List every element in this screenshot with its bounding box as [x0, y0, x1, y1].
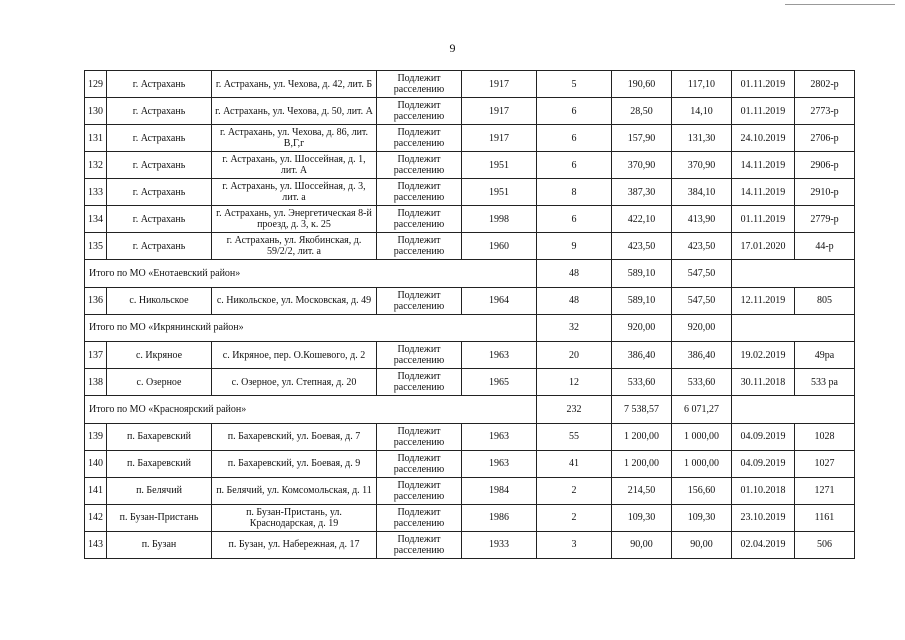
row-number: 142: [85, 504, 107, 531]
page-number: 9: [449, 41, 456, 55]
area-residential-cell: 547,50: [672, 287, 732, 314]
row-number: 141: [85, 477, 107, 504]
status-cell: Подлежит расселению: [377, 531, 462, 558]
address-cell: г. Астрахань, ул. Энергетическая 8-й проезд, д. 3, к. 25: [212, 206, 377, 233]
status-cell: Подлежит расселению: [377, 125, 462, 152]
year-cell: 1964: [462, 287, 537, 314]
address-cell: п. Бузан-Пристань, ул. Краснодарская, д. 19: [212, 504, 377, 531]
settlement-cell: п. Белячий: [107, 477, 212, 504]
status-cell: Подлежит расселению: [377, 504, 462, 531]
date-cell: 04.09.2019: [732, 423, 795, 450]
residents-cell: 6: [537, 206, 612, 233]
subtotal-label: Итого по МО «Икрянинский район»: [85, 314, 537, 342]
address-cell: г. Астрахань, ул. Якобинская, д. 59/2/2, лит. а: [212, 233, 377, 260]
status-cell: Подлежит расселению: [377, 152, 462, 179]
row-number: 130: [85, 98, 107, 125]
status-cell: Подлежит расселению: [377, 287, 462, 314]
year-cell: 1960: [462, 233, 537, 260]
document-number-cell: 2706-р: [795, 125, 855, 152]
area-residential-cell: 1 000,00: [672, 450, 732, 477]
table-row: [85, 152, 855, 179]
row-number: 134: [85, 206, 107, 233]
table-row: [85, 477, 855, 504]
area-total-cell: 533,60: [612, 369, 672, 396]
row-number: 143: [85, 531, 107, 558]
area-residential-cell: 90,00: [672, 531, 732, 558]
residents-cell: 6: [537, 98, 612, 125]
address-cell: с. Озерное, ул. Степная, д. 20: [212, 369, 377, 396]
address-cell: п. Белячий, ул. Комсомольская, д. 11: [212, 477, 377, 504]
document-number-cell: 44-р: [795, 233, 855, 260]
year-cell: 1951: [462, 179, 537, 206]
status-cell: Подлежит расселению: [377, 369, 462, 396]
row-number: 137: [85, 342, 107, 369]
document-number-cell: 2906-р: [795, 152, 855, 179]
settlement-cell: с. Озерное: [107, 369, 212, 396]
residents-cell: 6: [537, 152, 612, 179]
status-cell: Подлежит расселению: [377, 71, 462, 98]
subtotal-residents: 48: [537, 260, 612, 288]
address-cell: с. Никольское, ул. Московская, д. 49: [212, 287, 377, 314]
year-cell: 1963: [462, 423, 537, 450]
row-number: 129: [85, 71, 107, 98]
date-cell: 14.11.2019: [732, 152, 795, 179]
document-number-cell: 805: [795, 287, 855, 314]
year-cell: 1933: [462, 531, 537, 558]
document-number-cell: 1028: [795, 423, 855, 450]
area-residential-cell: 109,30: [672, 504, 732, 531]
residents-cell: 9: [537, 233, 612, 260]
year-cell: 1984: [462, 477, 537, 504]
year-cell: 1963: [462, 450, 537, 477]
document-number-cell: 533 ра: [795, 369, 855, 396]
address-cell: г. Астрахань, ул. Шоссейная, д. 1, лит. А: [212, 152, 377, 179]
area-total-cell: 386,40: [612, 342, 672, 369]
table-row: [85, 71, 855, 98]
resettlement-table: [84, 70, 855, 559]
area-residential-cell: 413,90: [672, 206, 732, 233]
subtotal-row: [85, 260, 855, 288]
date-cell: 01.11.2019: [732, 71, 795, 98]
table-row: [85, 369, 855, 396]
area-residential-cell: 156,60: [672, 477, 732, 504]
residents-cell: 2: [537, 477, 612, 504]
area-residential-cell: 131,30: [672, 125, 732, 152]
date-cell: 02.04.2019: [732, 531, 795, 558]
area-residential-cell: 384,10: [672, 179, 732, 206]
address-cell: п. Бахаревский, ул. Боевая, д. 9: [212, 450, 377, 477]
area-total-cell: 589,10: [612, 287, 672, 314]
area-total-cell: 387,30: [612, 179, 672, 206]
year-cell: 1965: [462, 369, 537, 396]
settlement-cell: п. Бузан: [107, 531, 212, 558]
subtotal-row: [85, 314, 855, 342]
residents-cell: 48: [537, 287, 612, 314]
table-row: [85, 233, 855, 260]
settlement-cell: г. Астрахань: [107, 152, 212, 179]
document-number-cell: 1027: [795, 450, 855, 477]
area-total-cell: 370,90: [612, 152, 672, 179]
table-row: [85, 287, 855, 314]
settlement-cell: п. Бахаревский: [107, 423, 212, 450]
area-total-cell: 109,30: [612, 504, 672, 531]
area-residential-cell: 370,90: [672, 152, 732, 179]
status-cell: Подлежит расселению: [377, 98, 462, 125]
document-number-cell: 2910-р: [795, 179, 855, 206]
row-number: 132: [85, 152, 107, 179]
year-cell: 1998: [462, 206, 537, 233]
address-cell: п. Бузан, ул. Набережная, д. 17: [212, 531, 377, 558]
subtotal-area-residential: 6 071,27: [672, 396, 732, 424]
settlement-cell: г. Астрахань: [107, 71, 212, 98]
status-cell: Подлежит расселению: [377, 206, 462, 233]
year-cell: 1963: [462, 342, 537, 369]
settlement-cell: г. Астрахань: [107, 125, 212, 152]
status-cell: Подлежит расселению: [377, 450, 462, 477]
document-number-cell: 2773-р: [795, 98, 855, 125]
status-cell: Подлежит расселению: [377, 477, 462, 504]
residents-cell: 55: [537, 423, 612, 450]
table-row: [85, 179, 855, 206]
settlement-cell: г. Астрахань: [107, 98, 212, 125]
subtotal-residents: 32: [537, 314, 612, 342]
date-cell: 17.01.2020: [732, 233, 795, 260]
residents-cell: 2: [537, 504, 612, 531]
date-cell: 30.11.2018: [732, 369, 795, 396]
document-number-cell: 2779-р: [795, 206, 855, 233]
subtotal-area-residential: 920,00: [672, 314, 732, 342]
residents-cell: 8: [537, 179, 612, 206]
residents-cell: 5: [537, 71, 612, 98]
status-cell: Подлежит расселению: [377, 423, 462, 450]
row-number: 131: [85, 125, 107, 152]
row-number: 133: [85, 179, 107, 206]
area-total-cell: 1 200,00: [612, 450, 672, 477]
date-cell: 23.10.2019: [732, 504, 795, 531]
area-total-cell: 157,90: [612, 125, 672, 152]
date-cell: 04.09.2019: [732, 450, 795, 477]
settlement-cell: г. Астрахань: [107, 179, 212, 206]
table-row: [85, 423, 855, 450]
area-total-cell: 28,50: [612, 98, 672, 125]
date-cell: 19.02.2019: [732, 342, 795, 369]
status-cell: Подлежит расселению: [377, 342, 462, 369]
table-row: [85, 531, 855, 558]
document-number-cell: 506: [795, 531, 855, 558]
date-cell: 12.11.2019: [732, 287, 795, 314]
date-cell: 14.11.2019: [732, 179, 795, 206]
address-cell: п. Бахаревский, ул. Боевая, д. 7: [212, 423, 377, 450]
subtotal-row: [85, 396, 855, 424]
date-cell: 01.10.2018: [732, 477, 795, 504]
address-cell: г. Астрахань, ул. Чехова, д. 86, лит. В,Г,г: [212, 125, 377, 152]
row-number: 135: [85, 233, 107, 260]
settlement-cell: г. Астрахань: [107, 206, 212, 233]
area-total-cell: 423,50: [612, 233, 672, 260]
table-row: [85, 98, 855, 125]
area-residential-cell: 14,10: [672, 98, 732, 125]
year-cell: 1917: [462, 71, 537, 98]
area-residential-cell: 423,50: [672, 233, 732, 260]
row-number: 140: [85, 450, 107, 477]
area-total-cell: 90,00: [612, 531, 672, 558]
address-cell: г. Астрахань, ул. Чехова, д. 42, лит. Б: [212, 71, 377, 98]
residents-cell: 41: [537, 450, 612, 477]
subtotal-empty-cell: [732, 314, 855, 342]
document-number-cell: 1271: [795, 477, 855, 504]
table-row: [85, 206, 855, 233]
residents-cell: 6: [537, 125, 612, 152]
subtotal-label: Итого по МО «Енотаевский район»: [85, 260, 537, 288]
table-row: [85, 342, 855, 369]
subtotal-empty-cell: [732, 260, 855, 288]
subtotal-residents: 232: [537, 396, 612, 424]
document-number-cell: 1161: [795, 504, 855, 531]
area-total-cell: 214,50: [612, 477, 672, 504]
date-cell: 24.10.2019: [732, 125, 795, 152]
header-rule: [785, 4, 895, 5]
subtotal-empty-cell: [732, 396, 855, 424]
settlement-cell: г. Астрахань: [107, 233, 212, 260]
area-residential-cell: 386,40: [672, 342, 732, 369]
status-cell: Подлежит расселению: [377, 233, 462, 260]
settlement-cell: с. Икряное: [107, 342, 212, 369]
subtotal-area-total: 920,00: [612, 314, 672, 342]
year-cell: 1917: [462, 125, 537, 152]
area-residential-cell: 1 000,00: [672, 423, 732, 450]
residents-cell: 3: [537, 531, 612, 558]
area-total-cell: 422,10: [612, 206, 672, 233]
year-cell: 1917: [462, 98, 537, 125]
table-row: [85, 504, 855, 531]
date-cell: 01.11.2019: [732, 206, 795, 233]
area-residential-cell: 117,10: [672, 71, 732, 98]
document-number-cell: 49ра: [795, 342, 855, 369]
subtotal-area-total: 589,10: [612, 260, 672, 288]
area-total-cell: 1 200,00: [612, 423, 672, 450]
table-row: [85, 450, 855, 477]
row-number: 138: [85, 369, 107, 396]
address-cell: с. Икряное, пер. О.Кошевого, д. 2: [212, 342, 377, 369]
subtotal-area-residential: 547,50: [672, 260, 732, 288]
settlement-cell: с. Никольское: [107, 287, 212, 314]
residents-cell: 12: [537, 369, 612, 396]
settlement-cell: п. Бузан-Пристань: [107, 504, 212, 531]
area-residential-cell: 533,60: [672, 369, 732, 396]
year-cell: 1951: [462, 152, 537, 179]
status-cell: Подлежит расселению: [377, 179, 462, 206]
row-number: 136: [85, 287, 107, 314]
address-cell: г. Астрахань, ул. Шоссейная, д. 3, лит. а: [212, 179, 377, 206]
area-total-cell: 190,60: [612, 71, 672, 98]
date-cell: 01.11.2019: [732, 98, 795, 125]
settlement-cell: п. Бахаревский: [107, 450, 212, 477]
subtotal-label: Итого по МО «Красноярский район»: [85, 396, 537, 424]
row-number: 139: [85, 423, 107, 450]
document-number-cell: 2802-р: [795, 71, 855, 98]
table-body: [85, 71, 855, 559]
table-row: [85, 125, 855, 152]
subtotal-area-total: 7 538,57: [612, 396, 672, 424]
residents-cell: 20: [537, 342, 612, 369]
address-cell: г. Астрахань, ул. Чехова, д. 50, лит. А: [212, 98, 377, 125]
year-cell: 1986: [462, 504, 537, 531]
